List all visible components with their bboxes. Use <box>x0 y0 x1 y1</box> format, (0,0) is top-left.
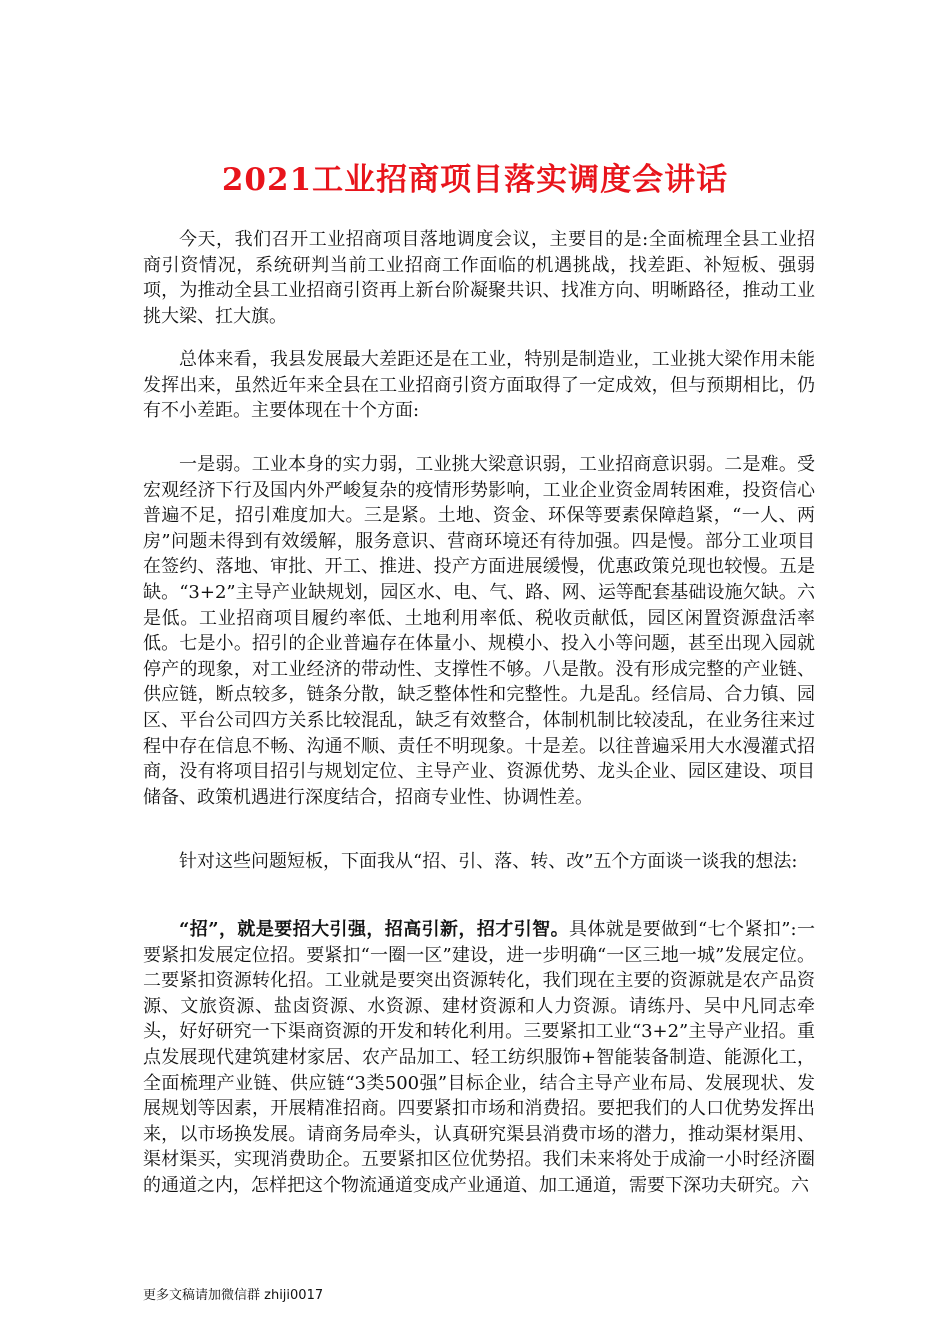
footer-note: 更多文稿请加微信群 zhiji0017 <box>143 1288 324 1303</box>
paragraph-intro: 今天，我们召开工业招商项目落地调度会议，主要目的是:全面梳理全县工业招商引资情况，系统研判当前工业招商工作面临的机遇挑战，找差距、补短板、强弱项，为推动全县工业招商引资再上新台阶凝聚共识、找准方向、明晰路径，推动工业挑大梁、扛大旗。 <box>143 229 815 327</box>
paragraph-zhao-section <box>143 917 815 1199</box>
document-title: 2021工业招商项目落实调度会讲话 <box>221 162 729 198</box>
section-body-zhao: 具体就是要做到“七个紧扣”:一要紧扣发展定位招。要紧扣“一圈一区”建设，进一步明确“一区三地一城”发展定位。二要紧扣资源转化招。工业就是要突出资源转化，我们现在主要的资源就是农产品资源、文旅资源、盐卤资源、水资源、建材资源和人力资源。请练丹、吴中凡同志牵头，好好研究一下渠商资源的开发和转化利用。三要紧扣工业“3+2”主导产业招。重点发展现代建筑建材家居、农产品加工、轻工纺织服饰+智能装备制造、能源化工，全面梳理产业链、供应链“3类500强”目标企业，结合主导产业布局、发展现状、发展规划等因素，开展精准招商。四要紧扣市场和消费招。要把我们的人口优势发挥出来，以市场换发展。请商务局牵头，认真研究渠县消费市场的潜力，推动渠材渠用、渠材渠买，实现消费助企。五要紧扣区位优势招。我们未来将处于成渝一小时经济圈的通道之内，怎样把这个物流通道变成产业通道、加工通道，需要下深功夫研究。六 <box>143 919 815 1196</box>
paragraph-ten-aspects: 一是弱。工业本身的实力弱，工业挑大梁意识弱，工业招商意识弱。二是难。受宏观经济下行及国内外严峻复杂的疫情形势影响，工业企业资金周转困难，投资信心普遍不足，招引难度加大。三是紧。土地、资金、环保等要素保障趋紧，“一人、两房”问题未得到有效缓解，服务意识、营商环境还有待加强。四是慢。部分工业项目在签约、落地、审批、开工、推进、投产方面进展缓慢，优惠政策兑现也较慢。五是缺。“3+2”主导产业缺规划，园区水、电、气、路、网、运等配套基础设施欠缺。六是低。工业招商项目履约率低、土地利用率低、税收贡献低，园区闲置资源盘活率低。七是小。招引的企业普遍存在体量小、规模小、投入小等问题，甚至出现入园就停产的现象，对工业经济的带动性、支撑性不够。八是散。没有形成完整的产业链、供应链，断点较多，链条分散，缺乏整体性和完整性。九是乱。经信局、合力镇、园区、平台公司四方关系比较混乱，缺乏有效整合，体制机制比较凌乱，在业务往来过程中存在信息不畅、沟通不顺、责任不明现象。十是差。以往普遍采用大水漫灌式招商，没有将项目招引与规划定位、主导产业、资源优势、龙头企业、园区建设、项目储备、政策机遇进行深度结合，招商专业性、协调性差。 <box>143 454 815 808</box>
section-lead-zhao: “招”，就是要招大引强，招高引新，招才引智。 <box>179 919 570 940</box>
paragraph-five-aspects: 针对这些问题短板，下面我从“招、引、落、转、改”五个方面谈一谈我的想法: <box>179 851 798 872</box>
paragraph-overview: 总体来看，我县发展最大差距还是在工业，特别是制造业，工业挑大梁作用未能发挥出来，虽然近年来全县在工业招商引资方面取得了一定成效，但与预期相比，仍有不小差距。主要体现在十个方面: <box>143 349 815 422</box>
